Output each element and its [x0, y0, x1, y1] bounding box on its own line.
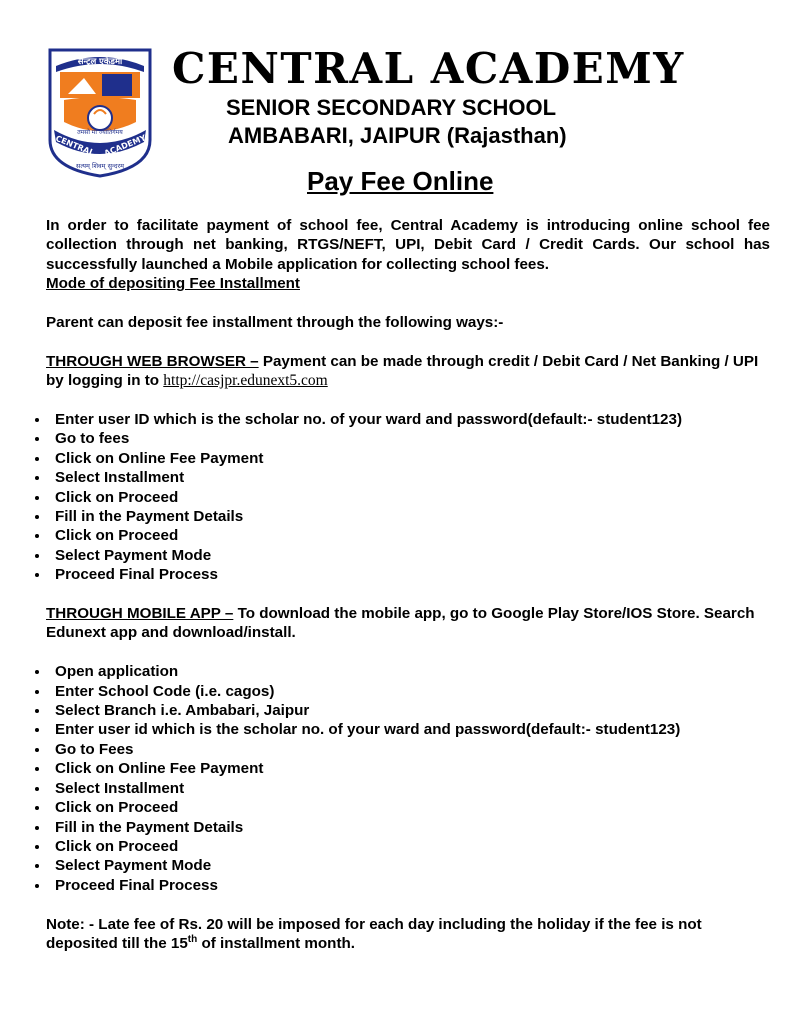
page-title: Pay Fee Online — [307, 166, 494, 196]
list-item: Select Payment Mode — [46, 856, 770, 875]
list-item: Go to fees — [46, 429, 770, 448]
school-name: CENTRAL ACADEMY — [172, 44, 685, 93]
parent-text: Parent can deposit fee installment through the following ways:- — [46, 314, 504, 332]
logo-ribbon-left: CENTRAL — [54, 133, 96, 158]
list-item: Enter user id which is the scholar no. of your ward and password(default:- student123) — [46, 720, 770, 739]
logo-motto-1: तमसो मा ज्योतिर्गमय — [77, 129, 123, 136]
list-item: Enter School Code (i.e. cagos) — [46, 682, 770, 701]
mobile-heading: THROUGH MOBILE APP – — [46, 605, 234, 623]
list-item: Click on Proceed — [46, 837, 770, 856]
school-address: AMBABARI, JAIPUR (Rajasthan) — [228, 123, 567, 148]
list-item: Fill in the Payment Details — [46, 818, 770, 837]
list-item: Click on Proceed — [46, 526, 770, 545]
note-paragraph — [46, 915, 770, 954]
intro-paragraph: In order to facilitate payment of school fee, Central Academy is introducing online school fee collection through net banking, RTGS/NEFT, UPI, Debit Card / Credit Cards. Our school has successfully launched a Mobile application for collecting school fees. — [46, 217, 770, 273]
web-text: Payment can be made through credit / Debit Card / Net Banking / UPI by logging in to — [46, 352, 759, 390]
list-item: Select Installment — [46, 468, 770, 487]
list-item: Enter user ID which is the scholar no. of your ward and password(default:- student123) — [46, 410, 770, 429]
school-subtitle: SENIOR SECONDARY SCHOOL — [226, 95, 557, 120]
web-steps-list — [46, 410, 770, 585]
mobile-text: To download the mobile app, go to Google Play Store/IOS Store. Search Edunext app and download/install. — [46, 605, 755, 642]
list-item: Select Branch i.e. Ambabari, Jaipur — [46, 701, 770, 720]
list-item: Proceed Final Process — [46, 876, 770, 895]
logo-top-text: सेन्ट्रल एकेडमी — [77, 57, 123, 67]
note-superscript: th — [187, 933, 198, 945]
list-item: Click on Proceed — [46, 798, 770, 817]
list-item: Click on Online Fee Payment — [46, 449, 770, 468]
portal-link[interactable]: http://casjpr.edunext5.com — [163, 372, 328, 390]
note-text: Note: - Late fee of Rs. 20 will be imposed for each day including the holiday if the fee is not deposited till the 15 — [46, 915, 702, 952]
web-heading: THROUGH WEB BROWSER – — [46, 352, 259, 370]
list-item: Go to Fees — [46, 740, 770, 759]
list-item: Click on Online Fee Payment — [46, 759, 770, 778]
list-item: Fill in the Payment Details — [46, 507, 770, 526]
list-item: Open application — [46, 662, 770, 681]
mode-heading: Mode of depositing Fee Installment — [46, 275, 300, 293]
list-item: Select Installment — [46, 779, 770, 798]
school-logo — [44, 44, 156, 180]
list-item: Select Payment Mode — [46, 546, 770, 565]
mobile-app-paragraph — [46, 604, 770, 643]
web-browser-paragraph — [46, 352, 770, 391]
document-body — [46, 216, 770, 953]
mobile-steps-list — [46, 662, 770, 895]
note-text-end: of installment month. — [197, 934, 356, 952]
logo-motto-2: सत्यम् शिवम् सुन्दरम् — [75, 162, 125, 170]
list-item: Click on Proceed — [46, 488, 770, 507]
logo-ribbon-right: ACADEMY — [102, 133, 148, 159]
list-item: Proceed Final Process — [46, 565, 770, 584]
